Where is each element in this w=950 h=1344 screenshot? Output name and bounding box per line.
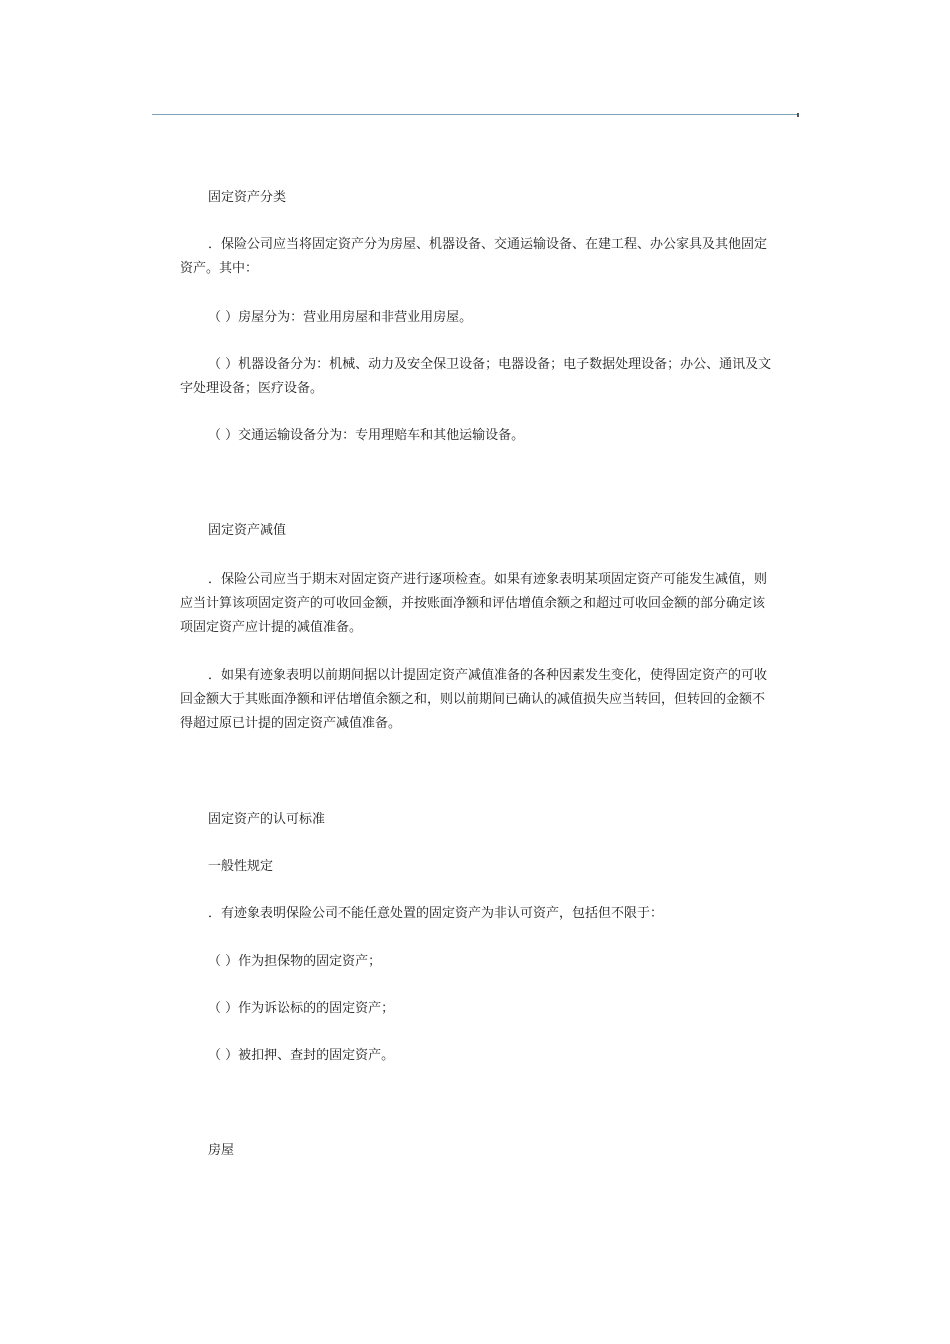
section-heading-impairment: 固定资产减值	[208, 523, 287, 538]
paragraph-classification-intro: ．保险公司应当将固定资产分为房屋、机器设备、交通运输设备、在建工程、办公家具及其他固定资产。其中：	[180, 237, 768, 276]
header-rule	[152, 114, 798, 115]
list-item-machinery: （ ）机器设备分为：机械、动力及安全保卫设备；电器设备；电子数据处理设备；办公、通讯及文字处理设备；医疗设备。	[180, 357, 772, 396]
section-heading-admissibility: 固定资产的认可标准	[208, 812, 326, 827]
list-item-seized: （ ）被扣押、查封的固定资产。	[208, 1048, 395, 1063]
list-item-collateral: （ ）作为担保物的固定资产；	[208, 954, 382, 969]
list-item-litigation: （ ）作为诉讼标的的固定资产；	[208, 1001, 395, 1016]
section-heading-buildings: 房屋	[208, 1143, 235, 1158]
paragraph-non-admitted-assets: ．有迹象表明保险公司不能任意处置的固定资产为非认可资产，包括但不限于：	[208, 906, 664, 921]
list-item-transport: （ ）交通运输设备分为：专用理赔车和其他运输设备。	[208, 428, 525, 443]
list-item-buildings: （ ）房屋分为：营业用房屋和非营业用房屋。	[208, 310, 473, 325]
paragraph-impairment-reversal: ．如果有迹象表明以前期间据以计提固定资产减值准备的各种因素发生变化，使得固定资产的可收回金额大于其账面净额和评估增值余额之和，则以前期间已确认的减值损失应当转回，但转回的金额不得超过原已计提的固定资产减值准备。	[180, 668, 768, 731]
paragraph-impairment-check: ．保险公司应当于期末对固定资产进行逐项检查。如果有迹象表明某项固定资产可能发生减值，则应当计算该项固定资产的可收回金额，并按账面净额和评估增值余额之和超过可收回金额的部分确定该项固定资产应计提的减值准备。	[180, 572, 768, 635]
header-mark	[797, 113, 799, 117]
subheading-general-rules: 一般性规定	[208, 859, 274, 874]
section-heading-classification: 固定资产分类	[208, 190, 287, 205]
